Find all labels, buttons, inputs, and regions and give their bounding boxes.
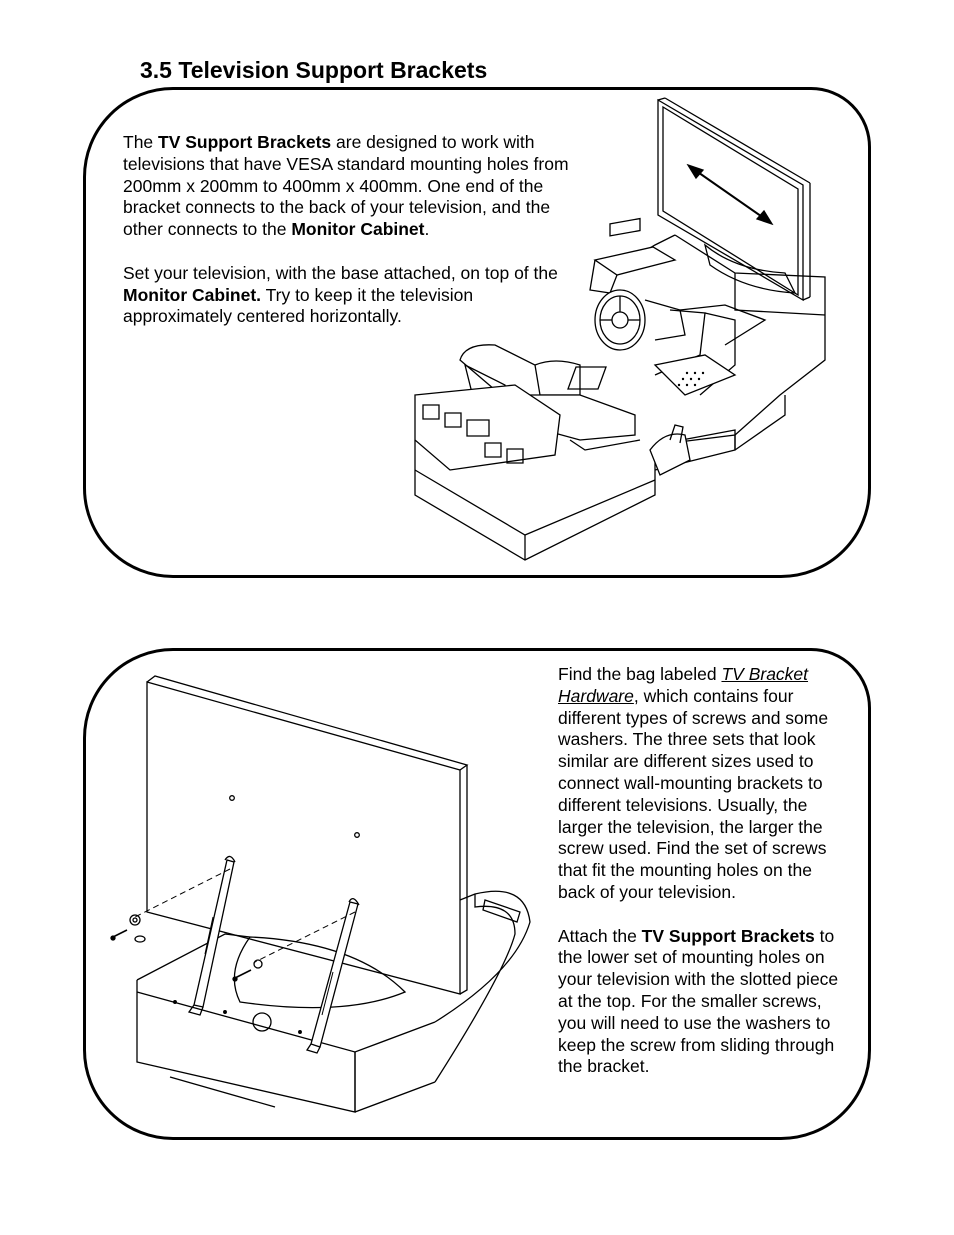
- bold-term-tv-support-brackets: TV Support Brackets: [158, 132, 332, 152]
- bold-term-monitor-cabinet: Monitor Cabinet: [291, 219, 425, 240]
- text-run: The: [123, 132, 159, 152]
- text-run: Set your television, with the base attached, on top of the: [123, 262, 558, 283]
- bold-term-monitor-cabinet: Monitor Cabinet.: [123, 284, 262, 305]
- panel-1-text: [123, 132, 573, 350]
- text-run: Find the bag labeled: [558, 664, 722, 684]
- text-run: .: [424, 219, 430, 240]
- hardware-bag-label: TV Bracket Hardware: [558, 664, 809, 706]
- panel-2-text: [558, 664, 848, 1100]
- page-title: 3.5 Television Support Brackets: [140, 57, 488, 83]
- panel-1-paragraph-1: [123, 132, 573, 241]
- panel-2-paragraph-1: [558, 664, 848, 904]
- panel-2-paragraph-2: [558, 926, 848, 1079]
- panel-1-paragraph-2: [123, 263, 573, 328]
- bold-term-tv-support-brackets: TV Support Brackets: [641, 925, 815, 946]
- text-run: Try to keep it the television approximately centered horizontally.: [123, 284, 474, 327]
- tv-bracket-attachment-illustration: [105, 672, 545, 1117]
- text-run: are designed to work with televisions that have VESA standard mounting holes from 200mm x 200mm to 400mm x 400mm. One end of the bracket connects to the back of your television, and the other connects to the: [123, 132, 569, 240]
- text-run: , which contains four different types of screws and some washers. The three sets that look similar are different sizes used to connect wall-mounting brackets to different televisions. Usually, the larger the television, the larger the screw used. Find the set of screws that fit the mounting holes on the back of your television.: [558, 685, 829, 902]
- text-run: to the lower set of mounting holes on your television with the slotted piece at the top. For the smaller screws, you will need to use the washers to keep the screw from sliding through the bracket.: [558, 925, 839, 1077]
- text-run: Attach the: [558, 925, 642, 946]
